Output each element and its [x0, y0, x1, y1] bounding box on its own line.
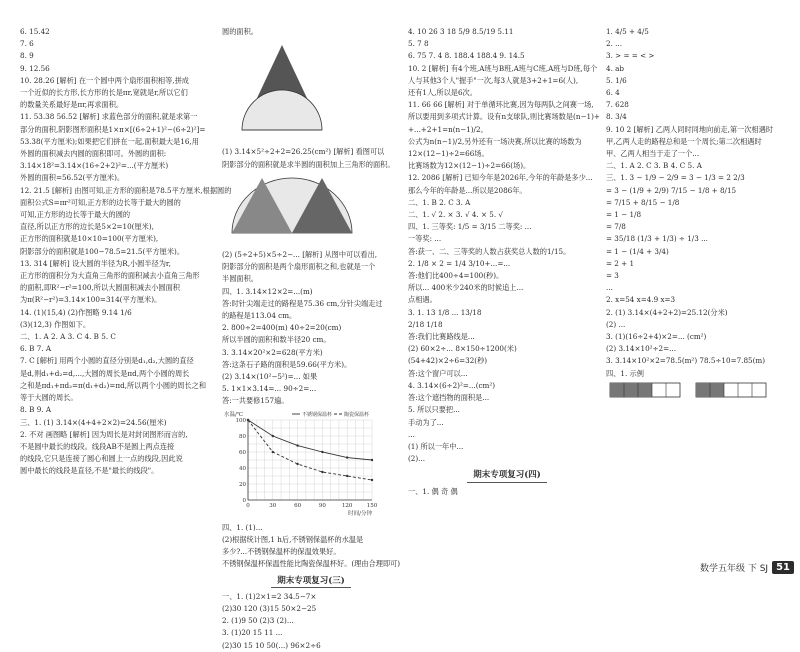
- text-line: 四、1. 示例: [606, 368, 644, 378]
- text-line: 答:时针尖端走过的路程是75.36 cm,分针尖端走过: [222, 298, 383, 308]
- text-line: 所以... 400米少240米的时候追上...: [408, 283, 524, 293]
- text-line: (2) ...: [606, 319, 626, 329]
- text-line: 2. 不对 画图略 [解析] 因为周长是对封闭图形而言的,: [20, 429, 188, 439]
- text-line: 甲、乙两人相当于走了一个...: [606, 149, 700, 159]
- text-line: 9. 10 2 [解析] 乙两人同时同地向前走,第一次相遇时: [606, 124, 773, 134]
- text-line: 2. 1/8 × 2 = 1/4 3/10+...=...: [408, 258, 511, 268]
- text-line: (2) 3.14×(10²−5²)=... 如果: [222, 372, 318, 382]
- text-line: 外圆的面积=56.52(平方厘米)。: [20, 173, 125, 183]
- text-line: 四、1. (1)...: [222, 522, 263, 532]
- text-line: 的线段,它只是连接了圆心和圆上一点的线段,因此说: [20, 454, 183, 464]
- text-line: 2. 800÷2=400(m) 40÷2=20(cm): [222, 323, 342, 333]
- text-line: 圆中最长的线段是直径,不是"最长的线段"。: [20, 466, 159, 476]
- x-axis-label: 时间/分钟: [348, 510, 372, 517]
- text-line: 3. (1)20 15 11 ...: [222, 628, 283, 638]
- text-line: ...: [408, 429, 415, 439]
- text-line: 9. 12.56: [20, 63, 50, 73]
- series-line-2: [248, 420, 372, 480]
- text-line: 外圆的面积减去内圆的面积即可。外圆的面积:: [20, 149, 167, 159]
- data-point: [296, 462, 298, 464]
- text-line: 答:这个遮挡物的面积是...: [408, 393, 490, 403]
- y-tick-label: 40: [239, 465, 246, 472]
- text-line: 14. (1)(15,4) (2)作图略 9.14 1/6: [20, 307, 132, 317]
- legend-label: 陶瓷保温杯: [344, 411, 370, 418]
- text-line: +...+2+1=n(n−1)/2。: [408, 124, 488, 134]
- text-line: = 7/15 + 8/15 − 1/8: [606, 197, 680, 207]
- data-point: [371, 478, 373, 480]
- text-line: 2. x=54 x=4.9 x=3: [606, 295, 676, 305]
- text-line: 7. 628: [606, 100, 629, 110]
- geometry-figure-2: [222, 173, 362, 243]
- text-line: 三、1. 3 − 1/9 − 2/9 = 3 − 1/3 = 2 2/3: [606, 173, 745, 183]
- text-line: 2/18 1/18: [408, 319, 443, 329]
- text-line: 一等奖: ...: [408, 234, 442, 244]
- column-2: [222, 26, 401, 650]
- text-line: 8. 9: [20, 51, 34, 61]
- text-line: (2)30 120 (3)15 50×2−25: [222, 604, 317, 614]
- text-line: 阴影部分的面积就是100−78.5=21.5(平方厘米)。: [20, 246, 185, 256]
- text-line: 6. 4: [606, 88, 620, 98]
- text-line: 7. 6: [20, 39, 34, 49]
- text-line: 6. 15.42: [20, 27, 50, 36]
- text-line: 不锈钢保温杯保温性能比陶瓷保温杯好。(理由合理即可): [222, 559, 401, 569]
- text-line: 12×(12−1)÷2=66场。: [408, 149, 489, 159]
- text-line: 8. B 9. A: [20, 405, 52, 415]
- fraction-diagram: [606, 380, 776, 402]
- text-line: 等于大圆的周长。: [20, 393, 78, 403]
- text-line: 10. 28.26 [解析] 在一个圆中两个扇形面积相等,拼成: [20, 75, 189, 85]
- text-line: 四、1. 3.14×12×2=...(m): [222, 286, 313, 296]
- text-line: 4. 3.14×(6÷2)²=...(cm²): [408, 380, 496, 390]
- text-line: 甲,乙两人走的路程总和是一个周长;第二次相遇时: [606, 136, 762, 146]
- text-line: (1) 3.14×5²÷2+2=26.25(cm²) [解析] 看图可以: [222, 147, 385, 157]
- text-line: 5. 1×1×3.14=... 90÷2=...: [222, 384, 317, 394]
- text-line: 所以半圆的面积和数半径20 cm。: [222, 335, 331, 345]
- text-line: 正方形的面积就是10×10=100(平方厘米),: [20, 234, 159, 244]
- text-line: = 1 − (1/4 + 3/4): [606, 246, 669, 256]
- text-line: 是d,则d₁+d₂=d,...,大圆的周长是πd,两个小圆的周长: [20, 368, 190, 378]
- text-line: 53.38(平方厘米);如果把它们拼在一起,面积最大是16,用: [20, 136, 199, 146]
- page-number: 51: [772, 561, 794, 574]
- x-tick-label: 90: [318, 502, 326, 509]
- text-line: 圆的面积。: [222, 27, 258, 36]
- text-line: 11. 53.38 56.52 [解析] 求蓝色部分的面积,就是求第一: [20, 112, 198, 122]
- text-line: 那么今年的年龄是...所以是2086年。: [408, 185, 527, 195]
- column-4: [606, 26, 794, 548]
- text-line: 10. 2 [解析] 有4个班,A班与B班,A班与C班,A班与D班,每个: [408, 63, 598, 73]
- text-line: 三、1. (1) 3.14×(4+4+2×2)=24.56(厘米): [20, 417, 167, 427]
- text-line: 答:这个窗户可以...: [408, 368, 468, 378]
- text-line: 的数量关系最好是πr,再求面积。: [20, 100, 124, 110]
- footer-label: 数学五年级 下 SJ: [699, 564, 769, 574]
- text-line: (54+42)×2÷6=32(秒): [408, 356, 488, 366]
- text-line: 为π(R²−r²)=3.14×100=314(平方厘米)。: [20, 295, 162, 305]
- text-line: 二、1. A 2. A 3. C 4. B 5. C: [20, 332, 116, 342]
- text-line: 4. 10 26 3 18 5/9 8.5/19 5.11: [408, 27, 514, 36]
- text-line: 答:我们比赛路线是...: [408, 332, 475, 342]
- y-tick-label: 60: [239, 449, 246, 456]
- text-line: 3. 3.14×10²×2=78.5(m²) 78.5÷10=7.85(m): [606, 356, 766, 366]
- text-line: 1. 4/5 + 4/5: [606, 27, 649, 36]
- x-tick-label: 150: [366, 502, 378, 509]
- data-point: [371, 458, 373, 460]
- text-line: (2) 60×2÷... 8×150÷1200(米): [408, 344, 517, 354]
- text-line: = 2 + 1: [606, 258, 635, 268]
- page-footer: [700, 561, 794, 574]
- x-tick-label: 60: [294, 502, 302, 509]
- data-point: [272, 450, 274, 452]
- text-line: 不是圆中最长的线段。线段AB不是圆上两点连接: [20, 441, 175, 451]
- text-line: = 7/8: [606, 222, 626, 232]
- text-line: 的面积,即R²−r²=100,所以大圆面积减去小圆面积: [20, 283, 180, 293]
- text-line: 答:这条石子路的面积是59.66(平方米)。: [222, 359, 352, 369]
- text-line: 可知,正方形的边长等于最大的圆的: [20, 210, 131, 220]
- text-line: 6. 75 7. 4 8. 188.4 188.4 9. 14.5: [408, 51, 525, 61]
- text-line: 2. (1)9 50 (2)3 (2)...: [222, 616, 294, 626]
- column-1: [20, 26, 232, 548]
- text-line: 人与其他3个人"握手"一次,每3人就是3+2+1=6(人),: [408, 75, 579, 85]
- text-line: 3. 1. 13 1/8 ... 13/18: [408, 307, 482, 317]
- text-line: 8. 3/4: [606, 112, 627, 122]
- text-line: 2. (1) 3.14×(4+2+2)=25.12(分米): [606, 307, 728, 317]
- text-line: 答:一共要修157遍。: [222, 396, 289, 406]
- text-line: (2) (5÷2+5)×5÷2−... [解析] 从图中可以看出,: [222, 250, 378, 260]
- text-line: 12. 2086 [解析] 已知今年是2026年,今年的年龄是多少...: [408, 173, 593, 183]
- text-line: 4. ab: [606, 63, 625, 73]
- text-line: 5. 7 8: [408, 39, 429, 49]
- text-line: = 3 − (1/9 + 2/9) 7/15 − 1/8 + 8/15: [606, 185, 737, 195]
- data-point: [296, 444, 298, 446]
- data-point: [346, 456, 348, 458]
- text-line: 7. C [解析] 用两个小圆的直径分别是d₁,d₂,大圆的直径: [20, 356, 194, 366]
- text-line: (2) 3.14×10²÷2=...: [606, 344, 676, 354]
- y-tick-label: 0: [242, 497, 246, 504]
- text-line: 面积公式S=πr²可知,正方形的边长等于最大的圆的: [20, 197, 181, 207]
- text-line: 二、1. √ 2. × 3. √ 4. × 5. √: [408, 210, 504, 220]
- text-line: 部分的面积,阴影图形面积是1×π×[(6÷2+1)²−(6÷2)²]=: [20, 124, 206, 134]
- geometry-figure-1: [222, 40, 342, 140]
- y-tick-label: 20: [239, 481, 246, 488]
- data-point: [247, 418, 249, 420]
- text-line: 6. B 7. A: [20, 344, 52, 354]
- text-line: 5. 所以只要把...: [408, 405, 460, 415]
- y-tick-label: 80: [239, 433, 246, 440]
- water-temperature-chart: [222, 408, 382, 518]
- text-line: 13. 314 [解析] 设大圆的半径为R,小圆半径为r,: [20, 258, 171, 268]
- x-tick-label: 120: [341, 502, 353, 509]
- text-line: 之和是πd₁+πd₂=π(d₁+d₂)=πd,所以两个小圆的周长之和: [20, 380, 207, 390]
- text-line: = 3: [606, 271, 619, 281]
- text-line: 多少?...不锈钢保温杯的保温效果好。: [222, 547, 341, 557]
- legend-label: 不锈钢保温杯: [302, 411, 333, 418]
- section-title-4: 期末专项复习(四): [408, 469, 606, 482]
- text-line: (1) 所以一年中...: [408, 441, 464, 451]
- text-line: 还有1人,所以是6次。: [408, 88, 477, 98]
- text-line: (2)30 15 10 50(...) 96×2÷6: [222, 640, 321, 650]
- text-line: 点相遇。: [408, 295, 437, 305]
- text-line: 5. 1/6: [606, 75, 627, 85]
- data-point: [346, 474, 348, 476]
- text-line: 2. ...: [606, 39, 622, 49]
- text-line: 11. 66 66 [解析] 对于单循环比赛,因为每两队之间赛一场,: [408, 100, 594, 110]
- data-point: [272, 434, 274, 436]
- text-line: (3)(12,3) 作图如下。: [20, 319, 91, 329]
- text-line: 一个近似的长方形,长方形的长是πr,宽就是r,所以它们: [20, 88, 188, 98]
- y-tick-label: 100: [235, 417, 246, 424]
- text-line: 一、1. (1)2×1=2 34.5−7×: [222, 591, 317, 601]
- text-line: 的路程是113.04 cm。: [222, 311, 297, 321]
- text-line: ...: [606, 283, 613, 293]
- text-line: = 1 − 1/8: [606, 210, 642, 220]
- x-tick-label: 0: [246, 502, 250, 509]
- text-line: 二、1. B 2. C 3. A: [408, 197, 471, 207]
- text-line: 一、1. 偶 奇 偶: [408, 486, 458, 496]
- text-line: 直径,所以正方形的边长是5×2=10(厘米),: [20, 222, 154, 232]
- text-line: (2)根据统计图,1 h后,不锈钢保温杯的水温是: [222, 535, 364, 545]
- text-line: 答:获一、二、三等奖的人数占获奖总人数的1/15。: [408, 246, 571, 256]
- section-title-3: 期末专项复习(三): [222, 575, 400, 588]
- text-line: 手动为了...: [408, 417, 444, 427]
- text-line: 二、1. A 2. C 3. B 4. C 5. A: [606, 161, 702, 171]
- text-line: 3. > = = < >: [606, 51, 655, 61]
- text-line: 12. 21.5 [解析] 由图可知,正方形的面积是78.5平方厘米,根据圆的: [20, 185, 232, 195]
- column-3: [408, 26, 606, 548]
- text-line: 3. 3.14×20²×2=628(平方米): [222, 347, 323, 357]
- text-line: 阴影部分的面积是两个扇形面积之和,也就是一个: [222, 262, 376, 272]
- x-tick-label: 30: [269, 502, 277, 509]
- text-line: 正方形的面积分为大直角三角形的面积减去小直角三角形: [20, 271, 200, 281]
- text-line: 半圆面积。: [222, 274, 258, 284]
- text-line: 四、1. 三等奖: 1/5 = 3/15 二等奖: ...: [408, 222, 532, 232]
- text-line: 阴影部分的面积就是求半圆的面积加上三角形的面积。: [222, 159, 395, 169]
- data-point: [321, 450, 323, 452]
- text-line: (2)...: [408, 454, 426, 464]
- text-line: 答:他们比400÷4=100(秒)。: [408, 271, 504, 281]
- series-line-1: [248, 420, 372, 460]
- text-line: 所以要用到多项式计算。设有n支球队,则比赛场数是(n−1)+: [408, 112, 600, 122]
- text-line: 3.14×18²=3.14×(16÷2+2)²=...(平方厘米): [20, 161, 169, 171]
- text-line: 比赛场数为12×(12−1)÷2=66(场)。: [408, 161, 531, 171]
- y-axis-label: 水温/℃: [224, 411, 244, 418]
- text-line: 公式为n(n−1)/2,另外还有一场决赛,所以比赛的场数为: [408, 136, 582, 146]
- data-point: [321, 470, 323, 472]
- text-line: = 35/18 (1/3 + 1/3) ÷ 1/3 ...: [606, 234, 708, 244]
- text-line: 3. (1)(16÷2+4)×2=... (cm²): [606, 332, 707, 342]
